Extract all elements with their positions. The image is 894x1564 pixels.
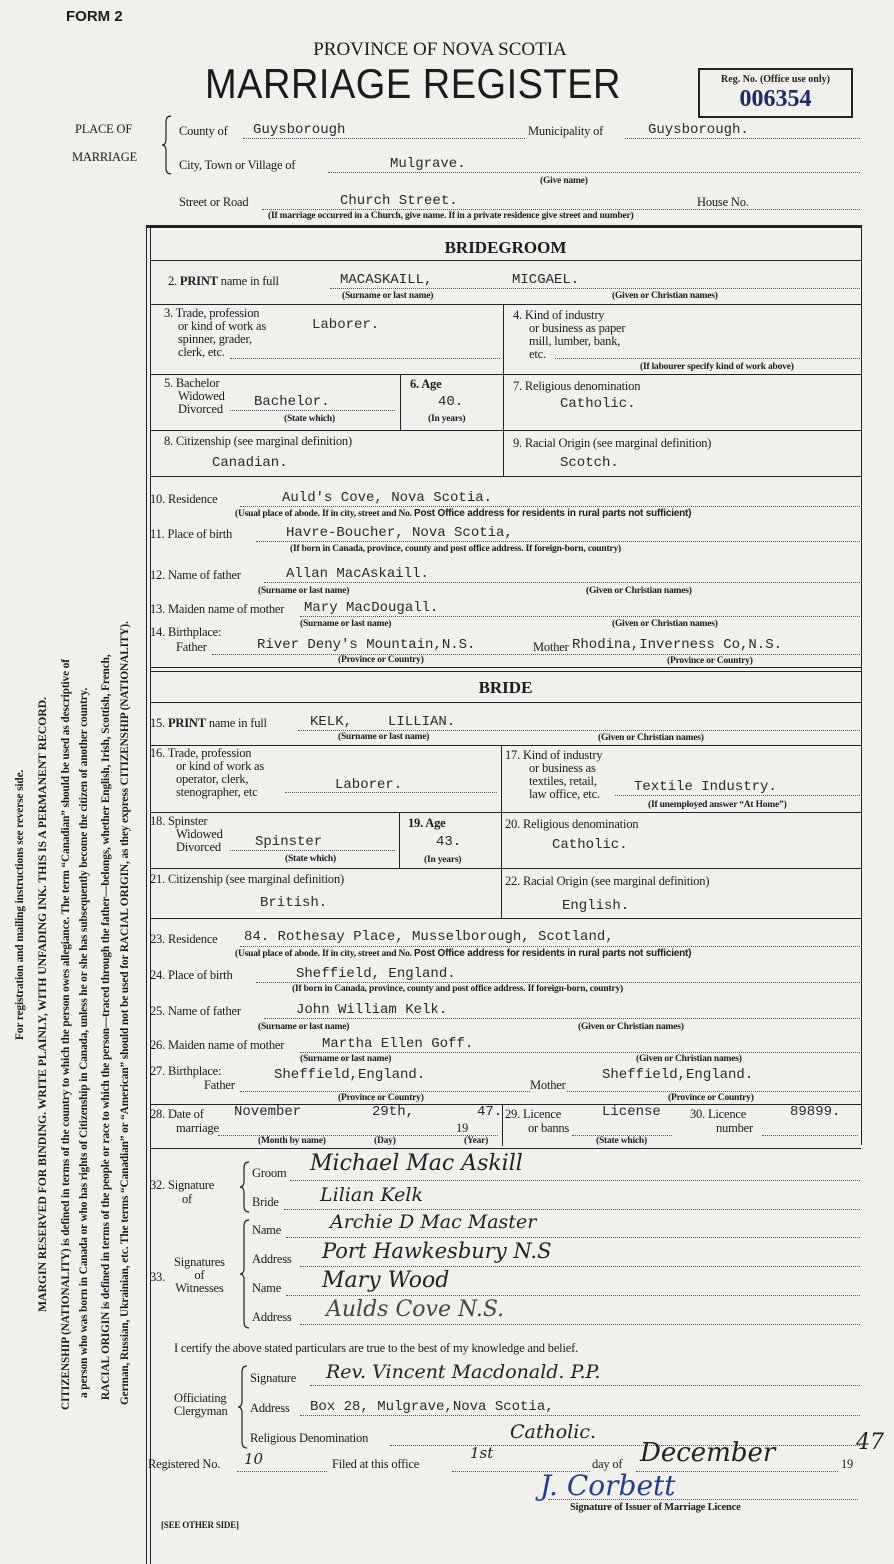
reg-note: (Office use only) bbox=[759, 74, 830, 85]
racial-origin-label: 9. Racial Origin (see marginal definition) bbox=[513, 436, 712, 450]
birthplace-label: 11. Place of birth bbox=[150, 527, 233, 541]
marriage-year: 47. bbox=[477, 1104, 503, 1120]
bride-signature: Lilian Kelk bbox=[320, 1184, 423, 1206]
province-heading: PROVINCE OF NOVA SCOTIA bbox=[313, 39, 567, 60]
brace bbox=[240, 1220, 250, 1328]
margin-racial-def-2: German, Russian, Ukrainian, etc. The terms “Canadian” or “American” should not be used for RACIAL ORIGIN, as they express CITIZENSHIP (NATIONALITY). bbox=[119, 621, 131, 1405]
margin-binding-notice: MARGIN RESERVED FOR BINDING. WRITE PLAINLY, WITH UNFADING INK. THIS IS A PERMANENT RECORD. bbox=[35, 697, 49, 1312]
marital-status-label: 5. Bachelor Widowed Divorced bbox=[164, 376, 225, 416]
issuer-signature-label: Signature of Issuer of Marriage Licence bbox=[570, 1502, 741, 1513]
industry-note: (If labourer specify kind of work above) bbox=[640, 362, 794, 372]
see-other-side-note: [SEE OTHER SIDE] bbox=[161, 1520, 239, 1530]
prov-country-note: (Province or Country) bbox=[338, 655, 424, 665]
witness2-name: Mary Wood bbox=[322, 1268, 450, 1293]
signature-label: 32. Signature bbox=[150, 1178, 215, 1192]
page-title: MARRIAGE REGISTER bbox=[205, 61, 621, 109]
citizenship-label: 21. Citizenship (see marginal definition) bbox=[150, 872, 344, 886]
clergyman-label: Officiating Clergyman bbox=[174, 1391, 228, 1418]
clergy-denomination-label: Religious Denomination bbox=[250, 1431, 369, 1445]
bride-mother-birthplace: Sheffield,England. bbox=[602, 1067, 754, 1083]
street-value: Church Street. bbox=[340, 193, 458, 209]
street-label: Street or Road bbox=[179, 195, 249, 209]
print-label: PRINT bbox=[167, 716, 206, 730]
registered-no-label: Registered No. bbox=[148, 1457, 221, 1471]
prov-country-note: (Province or Country) bbox=[667, 656, 753, 666]
licence-number: 89899. bbox=[790, 1104, 841, 1120]
street-note: (If marriage occurred in a Church, give name. If in a private residence give street and number) bbox=[268, 211, 634, 221]
given-note: (Given or Christian names) bbox=[578, 1022, 684, 1032]
clergy-address: Box 28, Mulgrave,Nova Scotia, bbox=[310, 1399, 554, 1415]
industry-label: 17. Kind of industry or business as textiles, retail, law office, etc. bbox=[505, 748, 603, 801]
bride-trade: Laborer. bbox=[335, 777, 403, 793]
bride-marital-status: Spinster bbox=[255, 834, 323, 850]
surname-note: (Surname or last name) bbox=[300, 1054, 392, 1064]
clergy-signature-label: Signature bbox=[250, 1371, 297, 1385]
groom-residence: Auld's Cove, Nova Scotia. bbox=[282, 490, 493, 506]
groom-birthplace: Havre-Boucher, Nova Scotia, bbox=[286, 525, 513, 541]
citizenship-label: 8. Citizenship (see marginal definition) bbox=[164, 434, 352, 448]
margin-citizenship-def-2: a person who was born in Canada or who has rights of Citizenship in Canada, unless he or she has subsequently become the citizen of another country. bbox=[78, 687, 90, 1398]
trade-label: 3. Trade, profession or kind of work as spinner, grader, clerk, etc. bbox=[164, 306, 267, 359]
groom-surname: MACASKAILL, bbox=[340, 272, 433, 288]
mother-name-label: 26. Maiden name of mother bbox=[150, 1038, 285, 1052]
issuer-signature: J. Corbett bbox=[540, 1469, 676, 1502]
witnesses-label: Signatures of Witnesses bbox=[174, 1255, 225, 1295]
marriage-month: November bbox=[234, 1104, 302, 1120]
bride-racial-origin: English. bbox=[562, 898, 630, 914]
reg-number: 006354 bbox=[739, 86, 812, 112]
filed-month: December bbox=[640, 1438, 776, 1468]
birth-note: (If born in Canada, province, county and post office address. If foreign-born, country) bbox=[292, 984, 623, 994]
mother-label: Mother bbox=[533, 640, 569, 654]
field-number: 15. bbox=[150, 716, 166, 730]
parents-birthplace-label: 14. Birthplace: bbox=[150, 625, 222, 639]
witness2-address: Aulds Cove N.S. bbox=[326, 1297, 505, 1322]
name-label: name in full bbox=[220, 274, 279, 288]
date-label-2: marriage bbox=[176, 1121, 219, 1135]
given-note: (Given or Christian names) bbox=[612, 291, 718, 301]
mother-label: Mother bbox=[530, 1078, 566, 1092]
parents-birthplace-label: 27. Birthplace: bbox=[150, 1064, 222, 1078]
bride-industry: Textile Industry. bbox=[634, 779, 777, 795]
surname-note: (Surname or last name) bbox=[342, 291, 434, 301]
brace bbox=[162, 116, 172, 174]
bride-religion: Catholic. bbox=[552, 837, 628, 853]
state-which-note: (State which) bbox=[284, 414, 335, 424]
state-which-note: (State which) bbox=[596, 1136, 647, 1146]
groom-mother-name: Mary MacDougall. bbox=[304, 600, 439, 616]
clergy-denomination: Catholic. bbox=[510, 1421, 597, 1443]
month-note: (Month by name) bbox=[258, 1136, 326, 1146]
city-label: City, Town or Village of bbox=[179, 158, 296, 172]
racial-origin-label: 22. Racial Origin (see marginal definition) bbox=[505, 874, 710, 888]
surname-note: (Surname or last name) bbox=[338, 732, 430, 742]
witness-field-number: 33. bbox=[150, 1270, 166, 1284]
mother-name-label: 13. Maiden name of mother bbox=[150, 602, 285, 616]
in-years-note: (In years) bbox=[424, 855, 462, 865]
in-years-note: (In years) bbox=[428, 414, 466, 424]
place-of-label: PLACE OF bbox=[75, 122, 133, 136]
year-prefix: 19 bbox=[456, 1121, 469, 1135]
bride-surname: KELK, bbox=[310, 714, 353, 730]
groom-father-name: Allan MacAskaill. bbox=[286, 566, 429, 582]
father-label: Father bbox=[176, 640, 207, 654]
marital-status-label: 18. Spinster Widowed Divorced bbox=[150, 814, 223, 854]
marriage-day: 29th, bbox=[372, 1104, 415, 1120]
filed-year-prefix: 19 bbox=[841, 1457, 854, 1471]
trade-label: 16. Trade, profession or kind of work as operator, clerk, stenographer, etc bbox=[150, 746, 265, 799]
groom-marital-status: Bachelor. bbox=[254, 394, 330, 410]
day-note: (Day) bbox=[374, 1136, 396, 1146]
licence-number-label: 30. Licence bbox=[690, 1107, 747, 1121]
birth-note: (If born in Canada, province, county and post office address. If foreign-born, country) bbox=[290, 544, 621, 554]
residence-label: 10. Residence bbox=[150, 492, 218, 506]
bride-residence: 84. Rothesay Place, Musselborough, Scotland, bbox=[244, 929, 614, 945]
house-no-label: House No. bbox=[697, 195, 749, 209]
registered-no: 10 bbox=[244, 1450, 264, 1468]
county-value: Guysborough bbox=[253, 122, 346, 138]
print-label: PRINT bbox=[179, 274, 218, 288]
groom-religion: Catholic. bbox=[560, 396, 636, 412]
bride-sig-label: Bride bbox=[252, 1195, 279, 1209]
father-name-label: 25. Name of father bbox=[150, 1004, 241, 1018]
surname-note: (Surname or last name) bbox=[258, 586, 350, 596]
bride-father-name: John William Kelk. bbox=[296, 1002, 448, 1018]
municipality-label: Municipality of bbox=[528, 124, 604, 138]
religion-label: 20. Religious denomination bbox=[505, 817, 639, 831]
groom-given-names: MICGAEL. bbox=[512, 272, 580, 288]
filed-label: Filed at this office bbox=[332, 1457, 420, 1471]
clergy-signature: Rev. Vincent Macdonald. P.P. bbox=[326, 1361, 601, 1383]
filed-day: 1st bbox=[470, 1444, 494, 1462]
surname-note: (Surname or last name) bbox=[300, 619, 392, 629]
give-name-note: (Give name) bbox=[540, 176, 588, 186]
bride-citizenship: British. bbox=[260, 895, 328, 911]
banns-label: or banns bbox=[528, 1121, 570, 1135]
witness1-name: Archie D Mac Master bbox=[330, 1211, 537, 1233]
brace bbox=[238, 1366, 248, 1448]
prov-country-note: (Province or Country) bbox=[668, 1093, 754, 1103]
age-label: 19. Age bbox=[408, 816, 446, 830]
given-note: (Given or Christian names) bbox=[586, 586, 692, 596]
municipality-value: Guysborough. bbox=[648, 122, 749, 138]
bride-father-birthplace: Sheffield,England. bbox=[274, 1067, 426, 1083]
licence-label: 29. Licence bbox=[505, 1107, 562, 1121]
residence-label: 23. Residence bbox=[150, 932, 218, 946]
reg-label: Reg. No. bbox=[721, 74, 758, 85]
city-value: Mulgrave. bbox=[390, 156, 466, 172]
birthplace-label: 24. Place of birth bbox=[150, 968, 233, 982]
field-number: 2. bbox=[168, 274, 177, 288]
licence-number-label-2: number bbox=[716, 1121, 753, 1135]
certification-statement: I certify the above stated particulars are true to the best of my knowledge and belief. bbox=[174, 1341, 578, 1355]
groom-mother-birthplace: Rhodina,Inverness Co,N.S. bbox=[572, 637, 783, 653]
witness1-address: Port Hawkesbury N.S bbox=[322, 1239, 552, 1263]
witness2-name-label: Name bbox=[252, 1281, 282, 1295]
industry-label: 4. Kind of industry or business as paper mill, lumber, bank, etc. bbox=[513, 308, 626, 361]
bride-heading: BRIDE bbox=[478, 678, 533, 697]
residence-note: (Usual place of abode. If in city, street and No. Post Office address for residents in rural parts not sufficient) bbox=[235, 948, 692, 959]
father-label: Father bbox=[204, 1078, 235, 1092]
filed-year: 47 bbox=[856, 1430, 884, 1455]
groom-signature: Michael Mac Askill bbox=[310, 1151, 523, 1176]
groom-father-birthplace: River Deny's Mountain,N.S. bbox=[257, 637, 476, 653]
groom-sig-label: Groom bbox=[252, 1166, 287, 1180]
bride-given-names: LILLIAN. bbox=[388, 714, 456, 730]
bride-mother-name: Martha Ellen Goff. bbox=[322, 1036, 474, 1052]
day-of-label: day of bbox=[592, 1457, 623, 1471]
bride-birthplace: Sheffield, England. bbox=[296, 966, 456, 982]
religion-label: 7. Religious denomination bbox=[513, 379, 641, 393]
groom-racial-origin: Scotch. bbox=[560, 455, 619, 471]
industry-note: (If unemployed answer “At Home”) bbox=[648, 800, 787, 810]
brace bbox=[240, 1162, 250, 1212]
witness2-address-label: Address bbox=[252, 1310, 292, 1324]
given-note: (Given or Christian names) bbox=[598, 733, 704, 743]
groom-age: 40. bbox=[438, 394, 464, 410]
bridegroom-heading: BRIDEGROOM bbox=[444, 238, 567, 257]
age-label: 6. Age bbox=[410, 377, 442, 391]
name-label: name in full bbox=[208, 716, 267, 730]
form-number: FORM 2 bbox=[66, 8, 123, 25]
margin-racial-def-1: RACIAL ORIGIN is defined in terms of the people or race to which the person—traced through the father—belongs, whether English, Irish, Scottish, French, bbox=[100, 654, 112, 1400]
clergy-address-label: Address bbox=[250, 1401, 290, 1415]
residence-note: (Usual place of abode. If in city, street and No. Post Office address for residents in rural parts not sufficient) bbox=[235, 508, 692, 519]
margin-instructions: For registration and mailing instructions see reverse side. bbox=[14, 769, 26, 1040]
given-note: (Given or Christian names) bbox=[636, 1054, 742, 1064]
given-note: (Given or Christian names) bbox=[612, 619, 718, 629]
reg-number-box bbox=[698, 68, 853, 118]
county-label: County of bbox=[179, 124, 228, 138]
licence-or-banns: License bbox=[602, 1104, 661, 1120]
prov-country-note: (Province or Country) bbox=[338, 1093, 424, 1103]
groom-citizenship: Canadian. bbox=[212, 455, 288, 471]
margin-citizenship-def-1: CITIZENSHIP (NATIONALITY) is defined in terms of the country to which the person owes allegiance. The term “Canadian” should be used as descriptive of bbox=[60, 659, 72, 1410]
witness1-name-label: Name bbox=[252, 1223, 282, 1237]
state-which-note: (State which) bbox=[285, 854, 336, 864]
surname-note: (Surname or last name) bbox=[258, 1022, 350, 1032]
witness1-address-label: Address bbox=[252, 1252, 292, 1266]
date-label: 28. Date of bbox=[150, 1107, 204, 1121]
father-name-label: 12. Name of father bbox=[150, 568, 241, 582]
bride-age: 43. bbox=[436, 834, 462, 850]
signature-of-label: of bbox=[182, 1192, 193, 1206]
year-note: (Year) bbox=[464, 1136, 489, 1146]
marriage-label: MARRIAGE bbox=[72, 150, 138, 164]
groom-trade: Laborer. bbox=[312, 317, 380, 333]
